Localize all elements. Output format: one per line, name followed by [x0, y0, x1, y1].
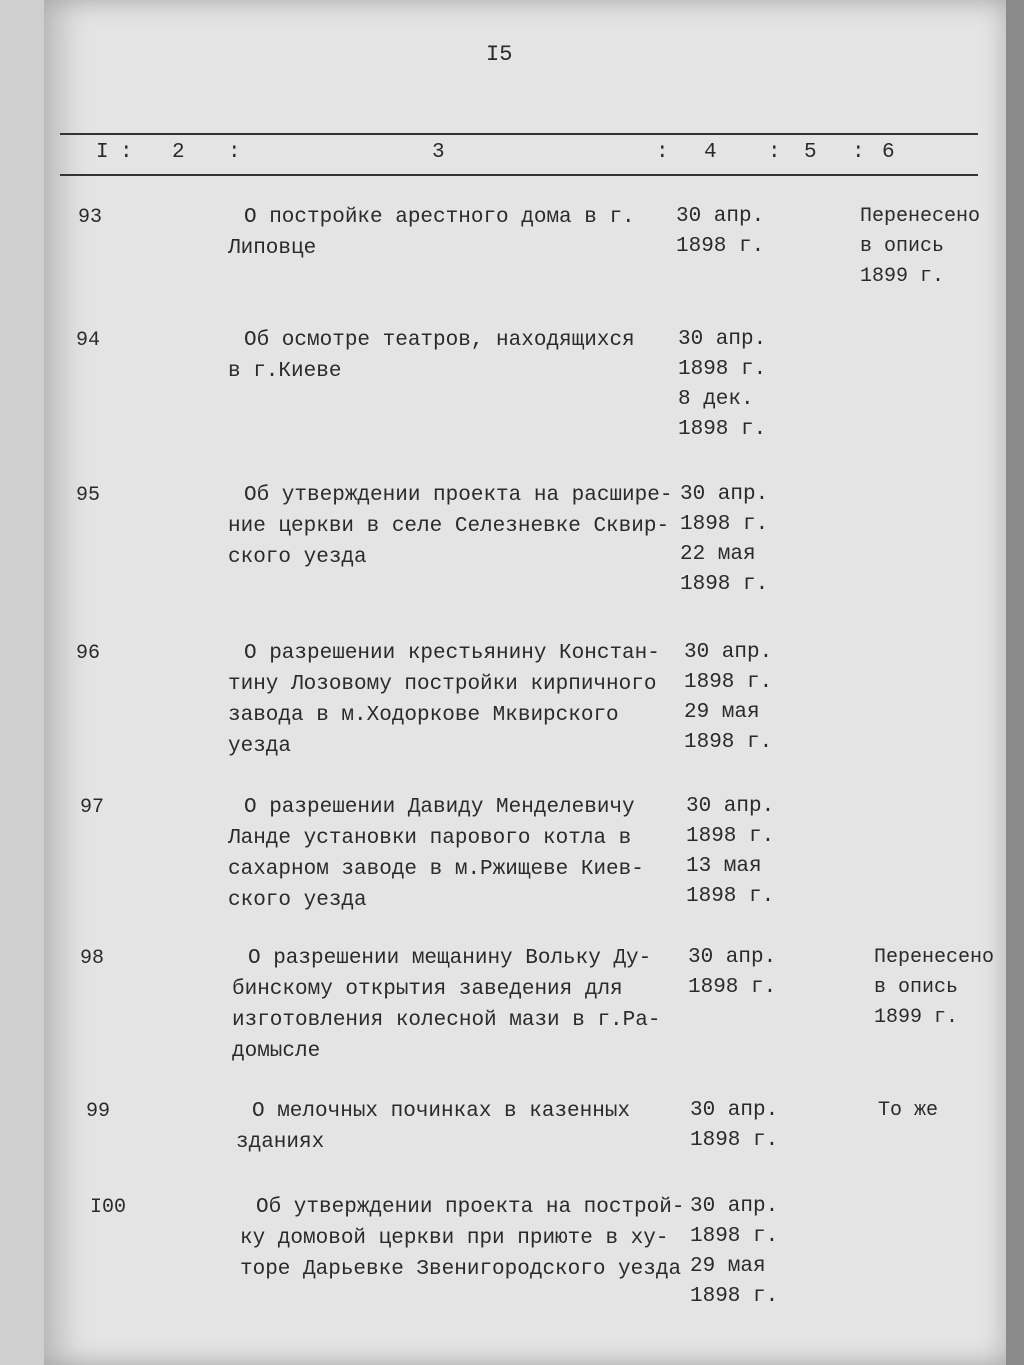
page-number: I5 — [486, 42, 513, 67]
record-dates — [686, 792, 796, 912]
title-line: О разрешении Давиду Менделевичу — [244, 796, 635, 819]
date-line: 1898 г. — [688, 976, 777, 999]
date-line: 30 апр. — [680, 483, 769, 506]
date-line: 30 апр. — [676, 205, 765, 228]
record-title — [232, 943, 672, 1067]
note-line: в опись — [874, 976, 959, 999]
title-line: О разрешении крестьянину Констан- — [244, 642, 660, 665]
note-line: Перенесено — [874, 946, 995, 969]
record-dates — [680, 480, 790, 600]
record-number: 93 — [78, 206, 103, 229]
title-line: Ланде установки парового котла в — [228, 827, 632, 850]
column-header-2: 2 — [172, 141, 185, 164]
date-line: 1898 г. — [684, 731, 773, 754]
date-line: 8 дек. — [678, 388, 754, 411]
date-line: 30 апр. — [686, 795, 775, 818]
date-line: 1898 г. — [690, 1225, 779, 1248]
record-title — [236, 1096, 676, 1158]
record-number: 95 — [76, 484, 101, 507]
header-top-rule — [60, 133, 978, 135]
record-number: 97 — [80, 796, 105, 819]
column-header-1: I — [96, 141, 109, 164]
record-title — [228, 638, 668, 762]
title-line: сахарном заводе в м.Ржищеве Киев- — [228, 858, 644, 881]
column-header-3: 3 — [432, 141, 445, 164]
title-line: О мелочных починках в казенных — [252, 1100, 631, 1123]
date-line: 30 апр. — [690, 1195, 779, 1218]
title-line: уезда — [228, 735, 292, 758]
date-line: 1898 г. — [690, 1285, 779, 1308]
header-bottom-rule — [60, 174, 978, 176]
date-line: 30 апр. — [684, 641, 773, 664]
column-header-6: 6 — [882, 141, 895, 164]
page-left-margin — [0, 0, 44, 1365]
title-line: ние церкви в селе Селезневке Сквир- — [228, 515, 670, 538]
date-line: 1898 г. — [680, 573, 769, 596]
date-line: 1898 г. — [680, 513, 769, 536]
note-line: Перенесено — [860, 205, 981, 228]
record-title — [228, 202, 668, 264]
date-line: 1898 г. — [686, 885, 775, 908]
date-line: 30 апр. — [690, 1099, 779, 1122]
title-line: О разрешении мещанину Вольку Ду- — [248, 947, 652, 970]
record-note — [874, 943, 1024, 1033]
record-dates — [688, 943, 798, 1003]
note-line: 1899 г. — [860, 265, 945, 288]
record-note — [878, 1096, 1024, 1126]
title-line: Об осмотре театров, находящихся — [244, 329, 635, 352]
record-title — [228, 792, 668, 916]
note-line: в опись — [860, 235, 945, 258]
date-line: 29 мая — [690, 1255, 766, 1278]
title-line: ского уезда — [228, 889, 367, 912]
column-header-4: 4 — [704, 141, 717, 164]
record-title — [228, 325, 668, 387]
record-note — [860, 202, 1010, 292]
column-header-5: 5 — [804, 141, 817, 164]
date-line: 30 апр. — [678, 328, 767, 351]
column-separator: : — [228, 141, 241, 164]
record-number: I00 — [90, 1196, 127, 1219]
title-line: О постройке арестного дома в г. — [244, 206, 635, 229]
note-line: То же — [878, 1099, 939, 1122]
title-line: Об утверждении проекта на построй- — [256, 1196, 685, 1219]
record-dates — [690, 1192, 800, 1312]
title-line: изготовления колесной мази в г.Ра- — [232, 1009, 661, 1032]
title-line: домысле — [232, 1040, 321, 1063]
title-line: Липовце — [228, 237, 317, 260]
date-line: 29 мая — [684, 701, 760, 724]
record-number: 98 — [80, 947, 105, 970]
record-number: 99 — [86, 1100, 111, 1123]
record-dates — [678, 325, 788, 445]
record-dates — [684, 638, 794, 758]
title-line: ку домовой церкви при приюте в ху- — [240, 1227, 669, 1250]
date-line: 1898 г. — [684, 671, 773, 694]
column-separator: : — [656, 141, 669, 164]
date-line: 1898 г. — [690, 1129, 779, 1152]
title-line: Об утверждении проекта на расшире- — [244, 484, 673, 507]
date-line: 1898 г. — [676, 235, 765, 258]
column-separator: : — [120, 141, 133, 164]
date-line: 1898 г. — [678, 418, 767, 441]
title-line: тину Лозовому постройки кирпичного — [228, 673, 657, 696]
title-line: зданиях — [236, 1131, 325, 1154]
column-separator: : — [852, 141, 865, 164]
title-line: торе Дарьевке Звенигородского уезда — [240, 1258, 682, 1281]
date-line: 1898 г. — [678, 358, 767, 381]
title-line: в г.Киеве — [228, 360, 342, 383]
date-line: 22 мая — [680, 543, 756, 566]
title-line: бинскому открытия заведения для — [232, 978, 623, 1001]
record-number: 96 — [76, 642, 101, 665]
date-line: 30 апр. — [688, 946, 777, 969]
title-line: завода в м.Ходоркове Мквирского — [228, 704, 619, 727]
record-dates — [676, 202, 786, 262]
record-title — [228, 480, 673, 573]
record-title — [240, 1192, 685, 1285]
column-separator: : — [768, 141, 781, 164]
note-line: 1899 г. — [874, 1006, 959, 1029]
date-line: 1898 г. — [686, 825, 775, 848]
title-line: ского уезда — [228, 546, 367, 569]
record-number: 94 — [76, 329, 101, 352]
record-dates — [690, 1096, 800, 1156]
date-line: 13 мая — [686, 855, 762, 878]
